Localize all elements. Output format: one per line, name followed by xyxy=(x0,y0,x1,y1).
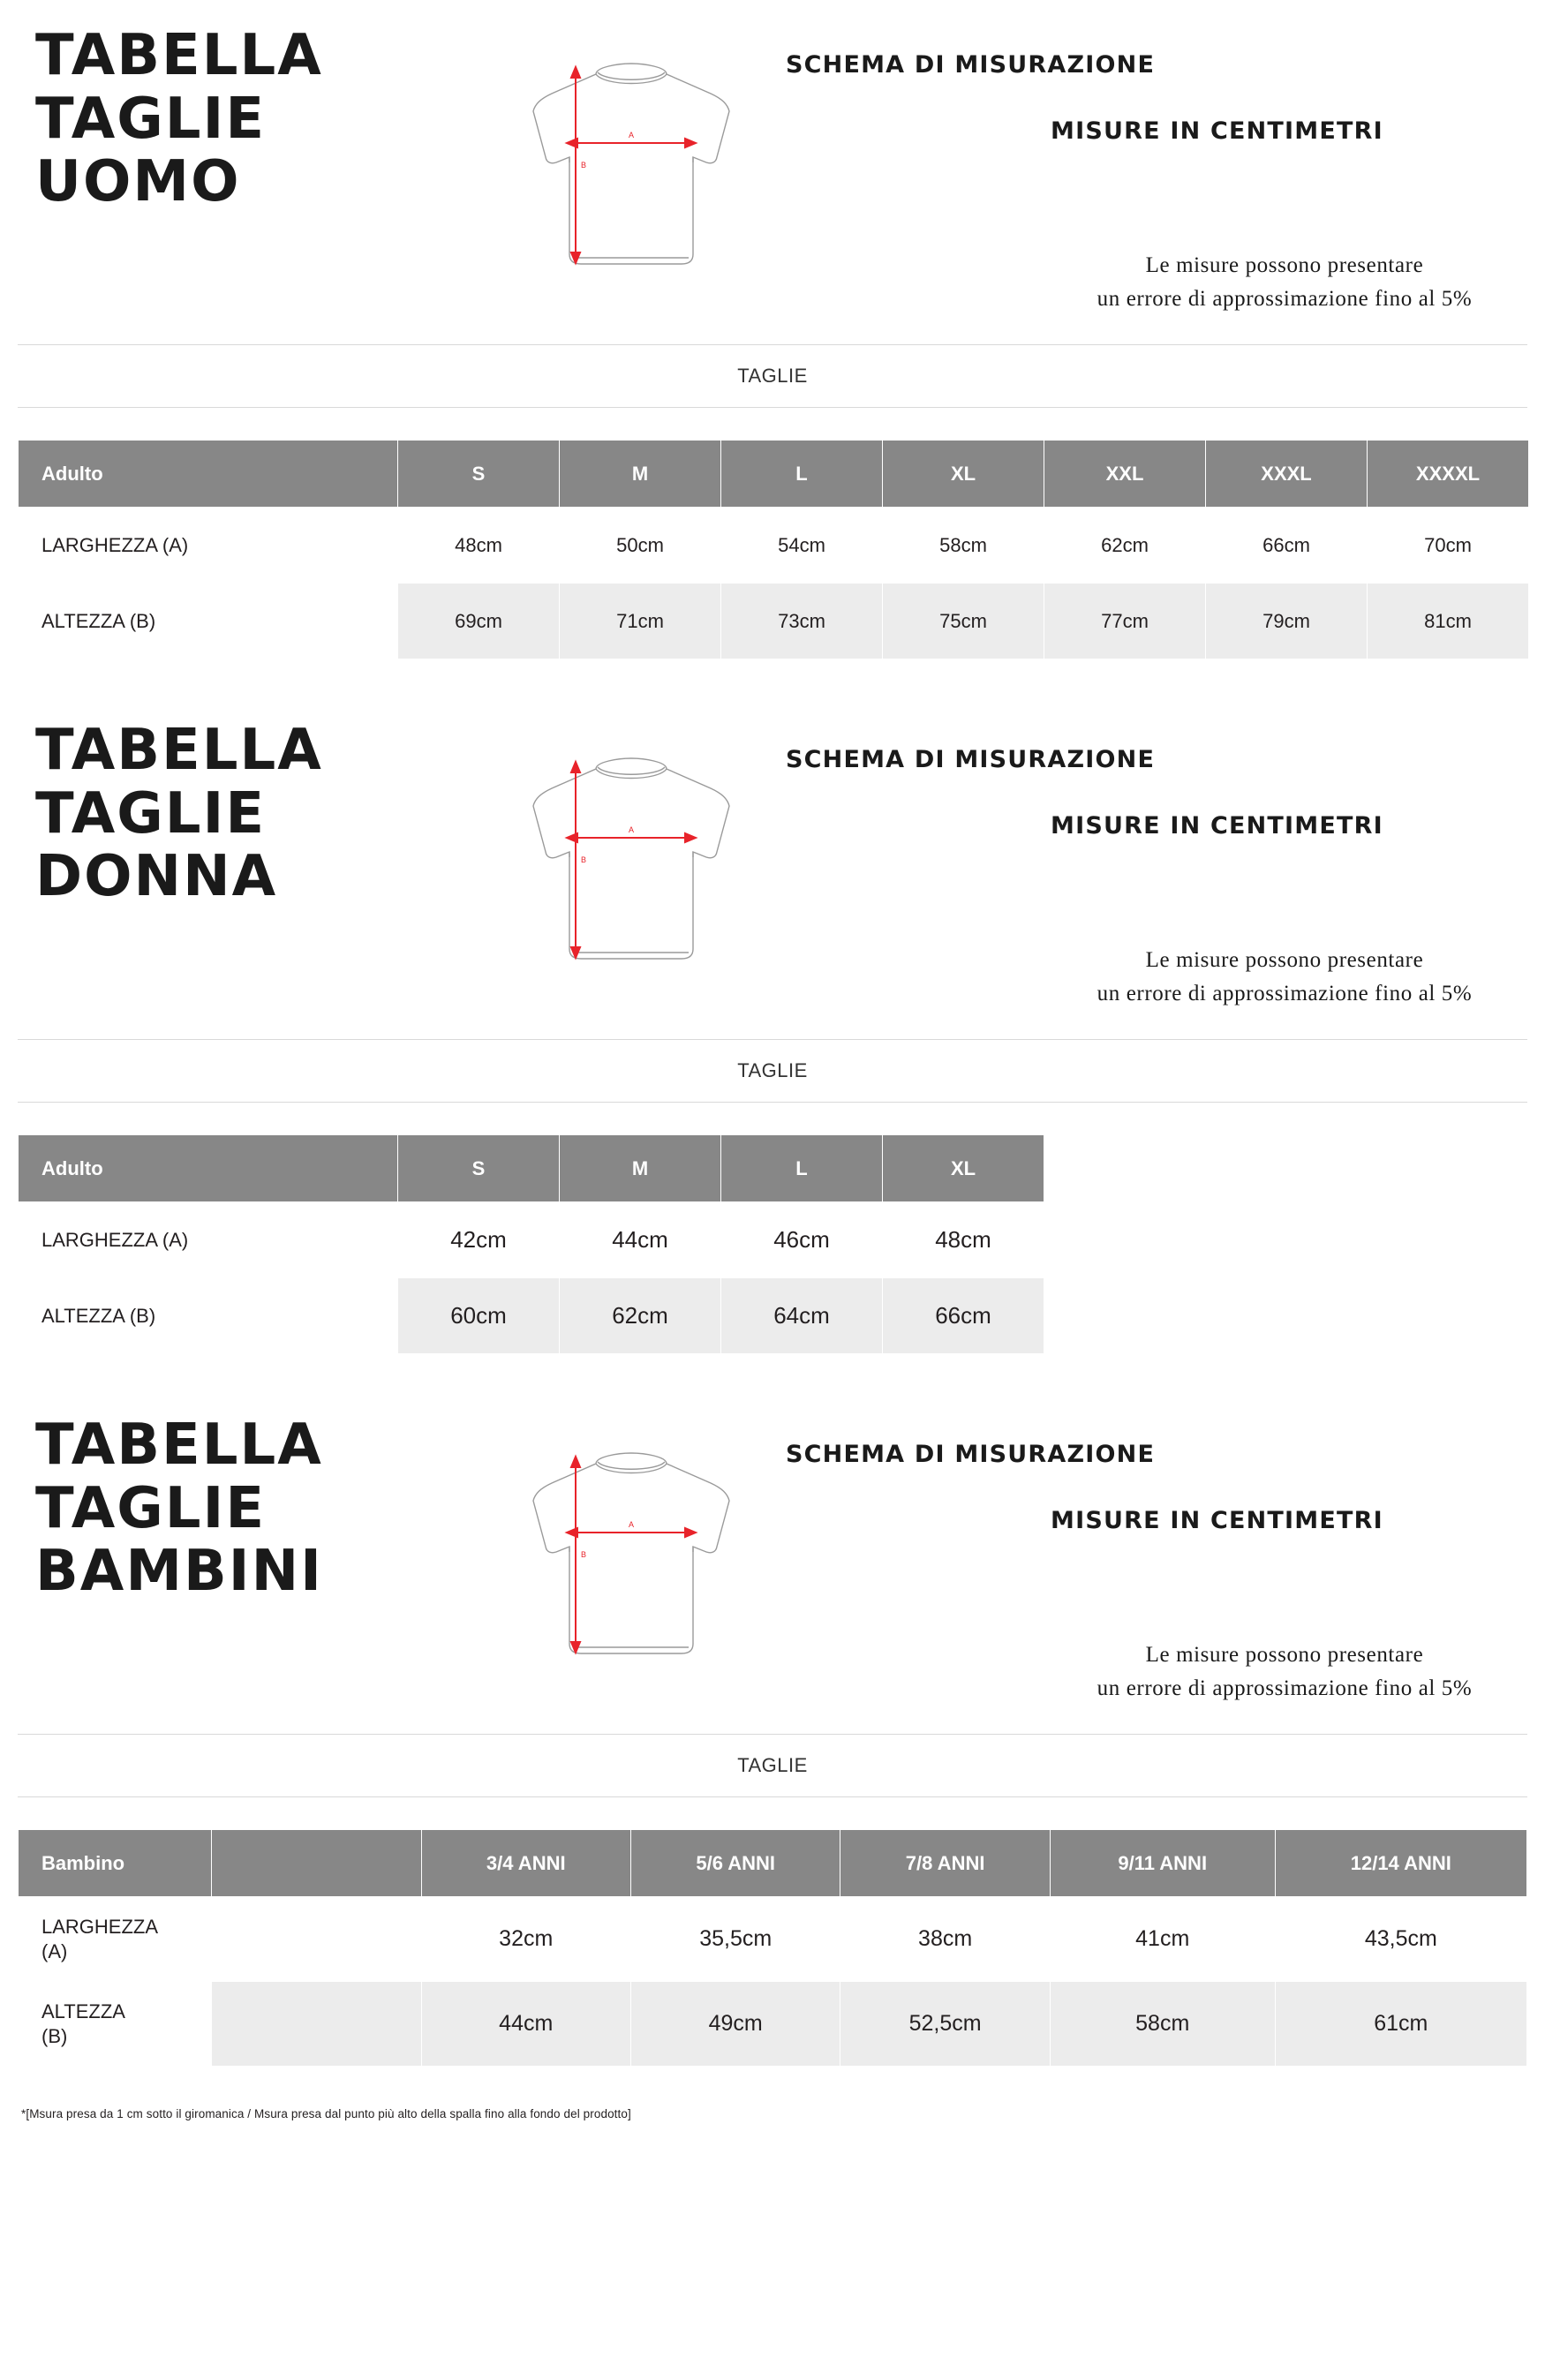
table-header-row xyxy=(19,441,1529,508)
diagram-column-bambini xyxy=(512,1414,777,1668)
cell-altezza-5-6: 49cm xyxy=(630,1982,840,2067)
cell-altezza-xxxxl: 81cm xyxy=(1368,584,1529,659)
title-line-2: TAGLIE xyxy=(35,1475,267,1541)
column-header-xxxl: XXXL xyxy=(1206,441,1368,508)
column-header-7-8-anni: 7/8 ANNI xyxy=(840,1830,1050,1897)
cell-altezza-xl: 75cm xyxy=(883,584,1044,659)
row-label-altezza xyxy=(19,1982,212,2067)
row-label-altezza: ALTEZZA (B) xyxy=(19,1278,398,1354)
title-line-3: BAMBINI xyxy=(35,1539,323,1605)
row-label-larghezza-line2: (A) xyxy=(41,1939,68,1962)
size-table-bambini xyxy=(18,1829,1527,2067)
cell-altezza-3-4: 44cm xyxy=(421,1982,630,2067)
table-row xyxy=(19,508,1529,584)
diagram-label-b: B xyxy=(581,855,587,864)
title-line-3: UOMO xyxy=(35,149,241,215)
table-row xyxy=(19,1897,1527,1982)
note-line-1: Le misure possono presentare xyxy=(1145,1643,1424,1667)
cell-larghezza-3-4: 32cm xyxy=(421,1897,630,1982)
title-line-2: TAGLIE xyxy=(35,780,267,847)
text-column-uomo xyxy=(777,25,1527,315)
shirt-diagram-icon xyxy=(512,753,750,974)
section-donna xyxy=(18,695,1527,1354)
cell-larghezza-xxxxl: 70cm xyxy=(1368,508,1529,584)
diagram-column-donna xyxy=(512,719,777,974)
title-line-1: TABELLA xyxy=(35,718,323,783)
column-header-m: M xyxy=(560,1135,721,1202)
row-label-larghezza xyxy=(19,1897,212,1982)
taglie-strip-donna: TAGLIE xyxy=(18,1039,1527,1103)
column-header-l: L xyxy=(721,441,883,508)
cell-larghezza-blank xyxy=(212,1897,421,1982)
table-row xyxy=(19,1982,1527,2067)
column-header-adulto: Adulto xyxy=(19,1135,398,1202)
row-label-altezza: ALTEZZA (B) xyxy=(19,584,398,659)
text-column-bambini xyxy=(777,1414,1527,1705)
note-line-2: un errore di approssimazione fino al 5% xyxy=(1097,286,1473,311)
cell-larghezza-xl: 48cm xyxy=(883,1202,1044,1278)
diagram-label-b: B xyxy=(581,1550,587,1559)
row-label-altezza-line2: (B) xyxy=(41,2024,68,2047)
title-line-1: TABELLA xyxy=(35,1412,323,1478)
misure-label-uomo: MISURE IN CENTIMETRI xyxy=(1051,117,1383,145)
row-label-larghezza: LARGHEZZA (A) xyxy=(19,1202,398,1278)
cell-larghezza-xl: 58cm xyxy=(883,508,1044,584)
table-row xyxy=(19,1202,1044,1278)
table-row xyxy=(19,584,1529,659)
footnote: *[Msura presa da 1 cm sotto il giromanica / Msura presa dal punto più alto della spalla fino alla fondo del prodotto] xyxy=(21,2107,631,2120)
approximation-note-uomo xyxy=(1042,249,1527,315)
section-uomo xyxy=(18,0,1527,659)
row-label-altezza-line1: ALTEZZA xyxy=(41,2000,125,2022)
cell-altezza-s: 60cm xyxy=(398,1278,560,1354)
cell-larghezza-9-11: 41cm xyxy=(1050,1897,1275,1982)
section-header-donna xyxy=(18,695,1527,1039)
cell-larghezza-m: 50cm xyxy=(560,508,721,584)
section-bambini xyxy=(18,1390,1527,2135)
page-title-uomo xyxy=(35,25,512,215)
title-line-3: DONNA xyxy=(35,844,278,910)
cell-larghezza-xxl: 62cm xyxy=(1044,508,1206,584)
column-header-m: M xyxy=(560,441,721,508)
cell-altezza-12-14: 61cm xyxy=(1275,1982,1526,2067)
cell-altezza-9-11: 58cm xyxy=(1050,1982,1275,2067)
title-line-2: TAGLIE xyxy=(35,86,267,152)
misure-label-bambini: MISURE IN CENTIMETRI xyxy=(1051,1507,1383,1534)
diagram-label-a: A xyxy=(629,131,635,139)
cell-larghezza-l: 46cm xyxy=(721,1202,883,1278)
cell-larghezza-l: 54cm xyxy=(721,508,883,584)
approximation-note-donna xyxy=(1042,944,1527,1010)
column-header-bambino: Bambino xyxy=(19,1830,212,1897)
cell-larghezza-xxxl: 66cm xyxy=(1206,508,1368,584)
misure-label-donna: MISURE IN CENTIMETRI xyxy=(1051,812,1383,840)
title-column-bambini xyxy=(18,1414,512,1604)
column-header-9-11-anni: 9/11 ANNI xyxy=(1050,1830,1275,1897)
cell-altezza-xl: 66cm xyxy=(883,1278,1044,1354)
diagram-label-a: A xyxy=(629,825,635,834)
note-line-2: un errore di approssimazione fino al 5% xyxy=(1097,1676,1473,1700)
column-header-s: S xyxy=(398,1135,560,1202)
table-row xyxy=(19,1278,1044,1354)
section-header-uomo xyxy=(18,0,1527,344)
column-header-3-4-anni: 3/4 ANNI xyxy=(421,1830,630,1897)
cell-altezza-blank xyxy=(212,1982,421,2067)
cell-altezza-l: 64cm xyxy=(721,1278,883,1354)
title-line-1: TABELLA xyxy=(35,23,323,88)
diagram-label-b: B xyxy=(581,161,587,169)
approximation-note-bambini xyxy=(1042,1638,1527,1705)
cell-larghezza-5-6: 35,5cm xyxy=(630,1897,840,1982)
note-line-1: Le misure possono presentare xyxy=(1145,948,1424,972)
note-line-1: Le misure possono presentare xyxy=(1145,253,1424,277)
title-column-uomo xyxy=(18,25,512,215)
column-header-adulto: Adulto xyxy=(19,441,398,508)
column-header-xxxxl: XXXXL xyxy=(1368,441,1529,508)
shirt-diagram-icon xyxy=(512,58,750,279)
row-label-larghezza-line1: LARGHEZZA xyxy=(41,1916,159,1938)
cell-altezza-m: 62cm xyxy=(560,1278,721,1354)
taglie-strip-bambini: TAGLIE xyxy=(18,1734,1527,1797)
cell-larghezza-7-8: 38cm xyxy=(840,1897,1050,1982)
cell-larghezza-s: 42cm xyxy=(398,1202,560,1278)
diagram-column-uomo xyxy=(512,25,777,279)
shirt-diagram-icon xyxy=(512,1448,750,1668)
section-header-bambini xyxy=(18,1390,1527,1734)
taglie-strip-uomo: TAGLIE xyxy=(18,344,1527,408)
column-header-5-6-anni: 5/6 ANNI xyxy=(630,1830,840,1897)
size-table-donna xyxy=(18,1134,1044,1354)
row-label-larghezza: LARGHEZZA (A) xyxy=(19,508,398,584)
cell-altezza-m: 71cm xyxy=(560,584,721,659)
text-column-donna xyxy=(777,719,1527,1010)
column-header-12-14-anni: 12/14 ANNI xyxy=(1275,1830,1526,1897)
cell-altezza-7-8: 52,5cm xyxy=(840,1982,1050,2067)
size-table-uomo xyxy=(18,440,1529,659)
column-header-xxl: XXL xyxy=(1044,441,1206,508)
column-header-xl: XL xyxy=(883,1135,1044,1202)
column-header-blank xyxy=(212,1830,421,1897)
page-title-bambini xyxy=(35,1414,512,1604)
table-header-row xyxy=(19,1135,1044,1202)
column-header-xl: XL xyxy=(883,441,1044,508)
cell-larghezza-12-14: 43,5cm xyxy=(1275,1897,1526,1982)
cell-altezza-xxl: 77cm xyxy=(1044,584,1206,659)
column-header-l: L xyxy=(721,1135,883,1202)
table-header-row xyxy=(19,1830,1527,1897)
note-line-2: un errore di approssimazione fino al 5% xyxy=(1097,981,1473,1005)
cell-altezza-xxxl: 79cm xyxy=(1206,584,1368,659)
diagram-label-a: A xyxy=(629,1520,635,1529)
cell-altezza-l: 73cm xyxy=(721,584,883,659)
column-header-s: S xyxy=(398,441,560,508)
cell-altezza-s: 69cm xyxy=(398,584,560,659)
schema-label-uomo: SCHEMA DI MISURAZIONE xyxy=(786,51,1156,79)
page-title-donna xyxy=(35,719,512,909)
title-column-donna xyxy=(18,719,512,909)
schema-label-donna: SCHEMA DI MISURAZIONE xyxy=(786,746,1156,773)
schema-label-bambini: SCHEMA DI MISURAZIONE xyxy=(786,1441,1156,1468)
cell-larghezza-s: 48cm xyxy=(398,508,560,584)
cell-larghezza-m: 44cm xyxy=(560,1202,721,1278)
